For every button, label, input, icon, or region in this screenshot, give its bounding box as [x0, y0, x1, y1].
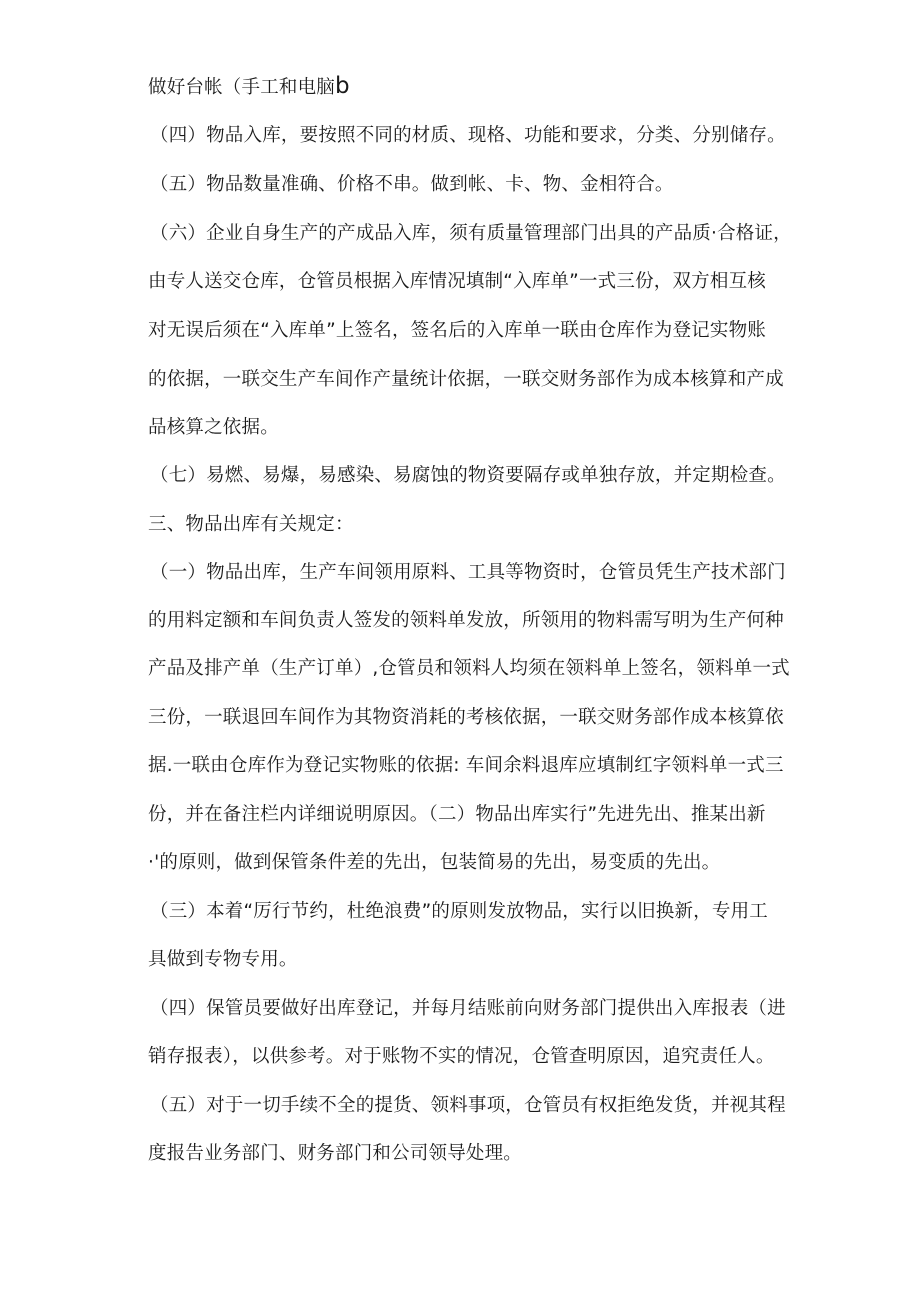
text-line-11: （一）物品出库，生产车间领用原料、工具等物资时，仓管员凭生产技术部门 — [150, 562, 786, 583]
text-line-1-suffix: b — [335, 73, 350, 99]
text-line-12: 的用料定额和车间负责人签发的领料单发放，所领用的物料需写明为生产何种 — [148, 610, 784, 631]
text-line-18: （三）本着“厉行节约，杜绝浪费”的原则发放物品，实行以旧换新，专用工 — [150, 901, 768, 922]
text-line-15: 据.一联由仓库作为登记实物账的依据: 车间余料退库应填制红字领料单一式三 — [148, 755, 784, 776]
text-line-19: 具做到专物专用。 — [148, 949, 298, 970]
text-line-10: 三、物品出库有关规定： — [148, 514, 354, 535]
text-line-22: （五）对于一切手续不全的提货、领料事项，仓管员有权拒绝发货，并视其程 — [150, 1095, 786, 1116]
text-line-9: （七）易燃、易爆，易感染、易腐蚀的物资要隔存或单独存放，并定期检查。 — [150, 465, 786, 486]
text-line-3: （五）物品数量准确、价格不串。做到帐、卡、物、金相符合。 — [150, 174, 674, 195]
text-line-8: 品核算之依据。 — [148, 417, 279, 438]
text-line-2: （四）物品入库，要按照不同的材质、现格、功能和要求，分类、分别储存。 — [150, 125, 786, 146]
text-line-4: （六）企业自身生产的产成品入库，须有质量管理部门出具的产品质·合格证， — [150, 223, 792, 244]
text-line-20: （四）保管员要做好出库登记，并每月结账前向财务部门提供出入库报表（进 — [150, 998, 786, 1019]
text-line-5: 由专人送交仓库，仓管员根据入库情况填制“入库单”一式三份，双方相互核 — [148, 271, 766, 292]
text-line-6: 对无误后须在“入库单”上签名，签名后的入库单一联由仓库作为登记实物账 — [148, 320, 766, 341]
text-line-14: 三份，一联退回车间作为其物资消耗的考核依据，一联交财务部作成本核算依 — [148, 707, 784, 728]
text-line-21: 销存报表），以供参考。对于账物不实的情况，仓管查明原因，追究责任人。 — [148, 1046, 775, 1067]
text-line-16: 份，并在备注栏内详细说明原因。（二）物品出库实行”先进先出、推某出新 — [148, 804, 766, 825]
text-line-7: 的依据，一联交生产车间作产量统计依据，一联交财务部作为成本核算和产成 — [148, 369, 784, 390]
text-line-13: 产品及排产单（生产订单）,仓管员和领料人均须在领料单上签名，领料单一式 — [148, 658, 790, 679]
text-line-23: 度报告业务部门、财务部门和公司领导处理。 — [148, 1143, 523, 1164]
text-line-1-main: 做好台帐（手工和电脑 — [148, 77, 336, 98]
text-line-17: ·'的原则，做到保管条件差的先出，包装简易的先出，易变质的先出。 — [148, 852, 721, 873]
text-line-1 — [148, 73, 350, 101]
